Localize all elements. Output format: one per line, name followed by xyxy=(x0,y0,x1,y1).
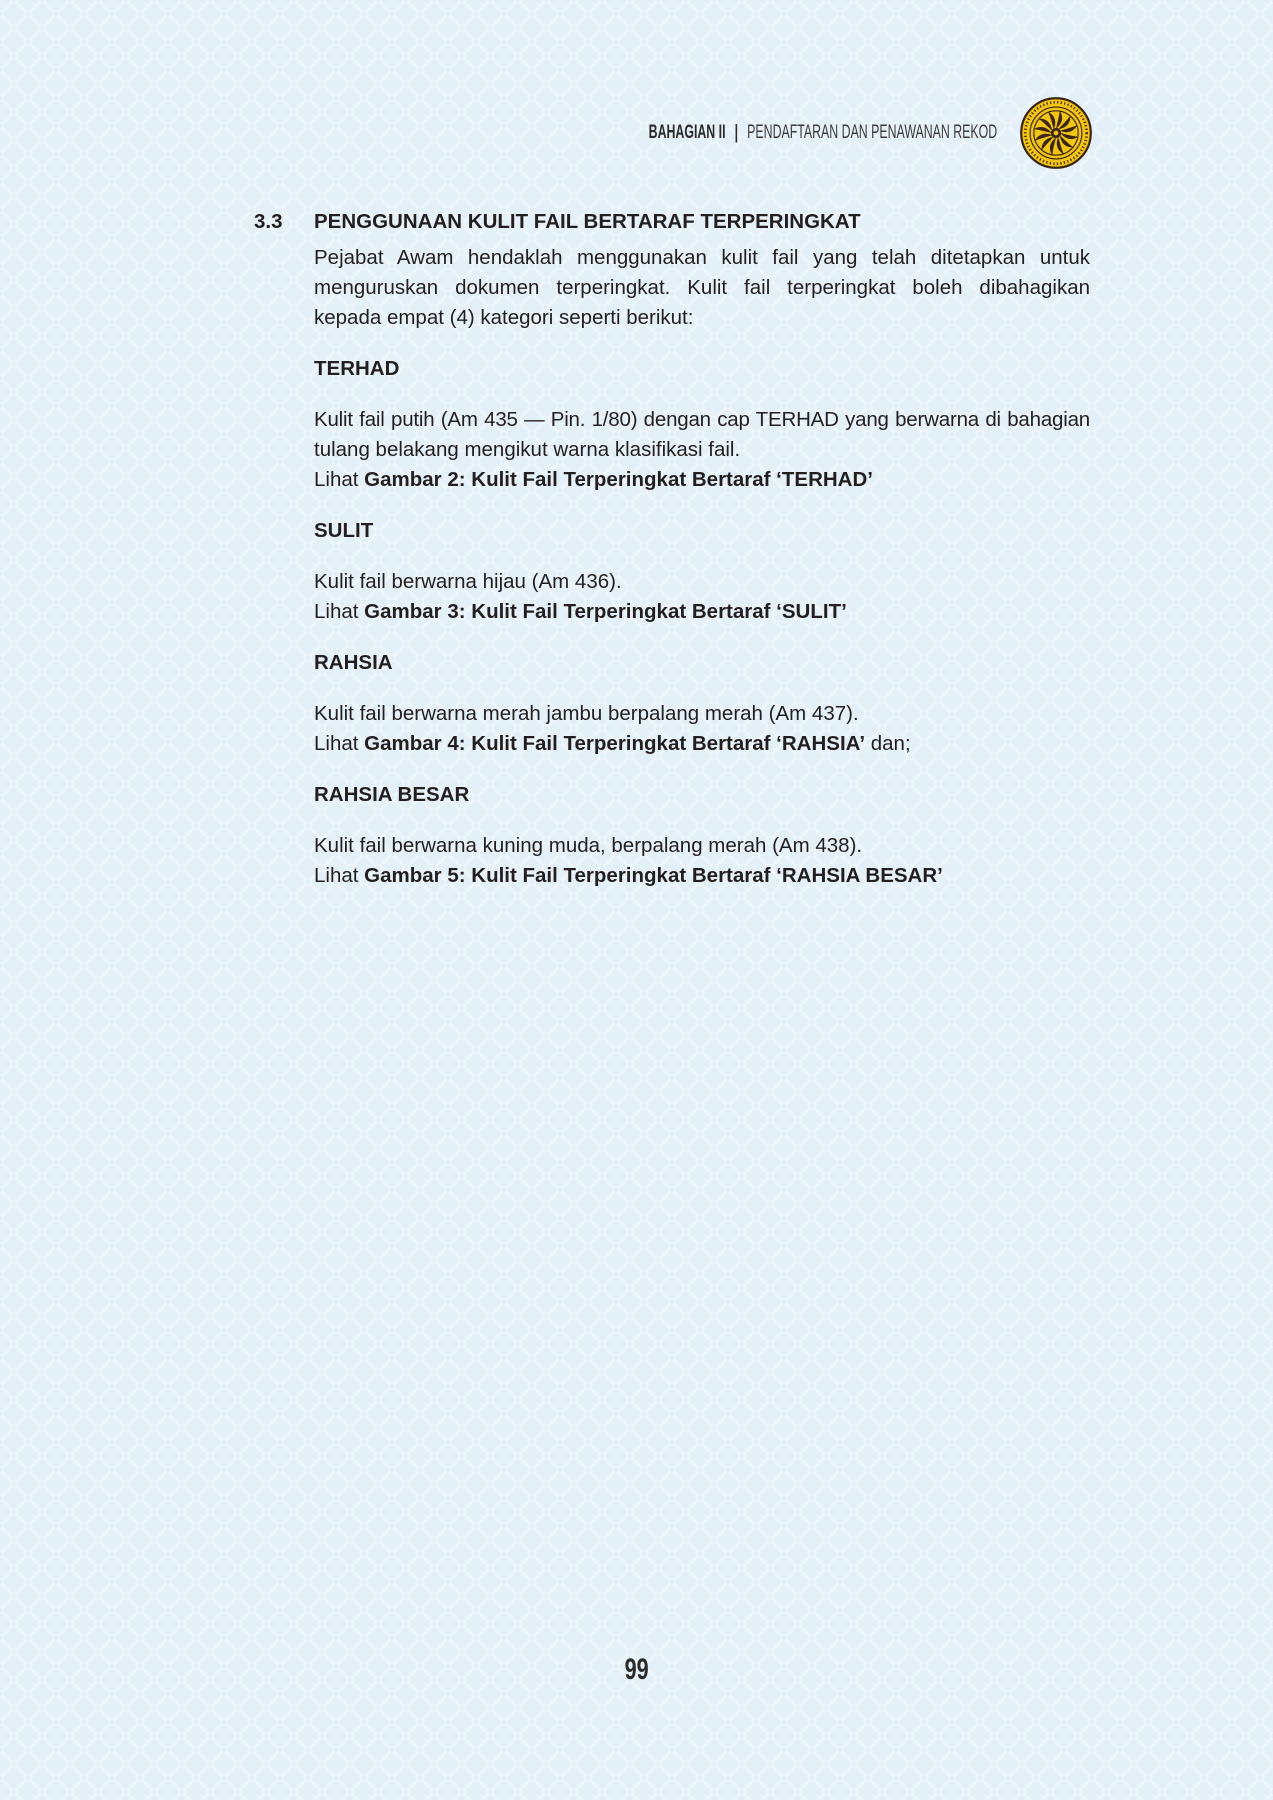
category-rahsia-besar xyxy=(314,780,1090,891)
category-description xyxy=(314,831,1090,891)
category-terhad xyxy=(314,354,1090,495)
description-line: Kulit fail berwarna hijau (Am 436). xyxy=(314,570,622,593)
see-prefix: Lihat xyxy=(314,864,359,887)
emblem-icon xyxy=(1019,96,1093,170)
emblem-graphic xyxy=(1019,96,1093,170)
description-line: Kulit fail berwarna merah jambu berpalang merah (Am 437). xyxy=(314,702,859,725)
page-number-container xyxy=(0,1652,1273,1688)
intro-paragraph xyxy=(314,243,1090,333)
section-content xyxy=(314,207,1090,891)
category-label: RAHSIA xyxy=(314,651,393,674)
section-title: PENGGUNAAN KULIT FAIL BERTARAF TERPERINGKAT xyxy=(314,210,861,233)
intro-line: Pejabat Awam hendaklah menggunakan kulit fail yang telah ditetapkan untuk xyxy=(314,246,1090,269)
figure-reference xyxy=(314,597,1090,627)
see-prefix: Lihat xyxy=(314,732,359,755)
category-label: TERHAD xyxy=(314,357,400,380)
category-label: RAHSIA BESAR xyxy=(314,783,470,806)
running-header xyxy=(648,120,997,146)
category-description xyxy=(314,567,1090,627)
category-label: SULIT xyxy=(314,519,374,542)
part-label: BAHAGIAN II xyxy=(648,122,726,143)
figure-reference-title: Gambar 4: Kulit Fail Terperingkat Bertaraf ‘RAHSIA’ xyxy=(364,732,866,755)
part-title: PENDAFTARAN DAN PENAWANAN REKOD xyxy=(746,122,997,143)
emblem-hub-center xyxy=(1054,131,1059,136)
see-prefix: Lihat xyxy=(314,600,359,623)
see-prefix: Lihat xyxy=(314,468,359,491)
figure-reference-title: Gambar 2: Kulit Fail Terperingkat Bertaraf ‘TERHAD’ xyxy=(364,468,873,491)
category-description xyxy=(314,699,1090,759)
category-sulit xyxy=(314,516,1090,627)
category-rahsia xyxy=(314,648,1090,759)
intro-line: menguruskan dokumen terperingkat. Kulit fail terperingkat boleh dibahagikan xyxy=(314,276,1090,299)
see-suffix: dan; xyxy=(870,732,911,755)
figure-reference xyxy=(314,729,1090,759)
figure-reference-title: Gambar 5: Kulit Fail Terperingkat Bertaraf ‘RAHSIA BESAR’ xyxy=(364,864,943,887)
intro-line: kepada empat (4) kategori seperti berikut: xyxy=(314,306,694,329)
figure-reference xyxy=(314,861,1090,891)
section-number: 3.3 xyxy=(254,210,283,233)
figure-reference xyxy=(314,465,1090,495)
description-line: tulang belakang mengikut warna klasifikasi fail. xyxy=(314,438,741,461)
description-line: Kulit fail berwarna kuning muda, berpalang merah (Am 438). xyxy=(314,834,863,857)
figure-reference-title: Gambar 3: Kulit Fail Terperingkat Bertaraf ‘SULIT’ xyxy=(364,600,847,623)
page-number: 99 xyxy=(624,1653,649,1686)
category-description xyxy=(314,405,1090,495)
description-line: Kulit fail putih (Am 435 — Pin. 1/80) dengan cap TERHAD yang berwarna di bahagian xyxy=(314,408,1090,431)
header-separator: | xyxy=(734,122,738,143)
